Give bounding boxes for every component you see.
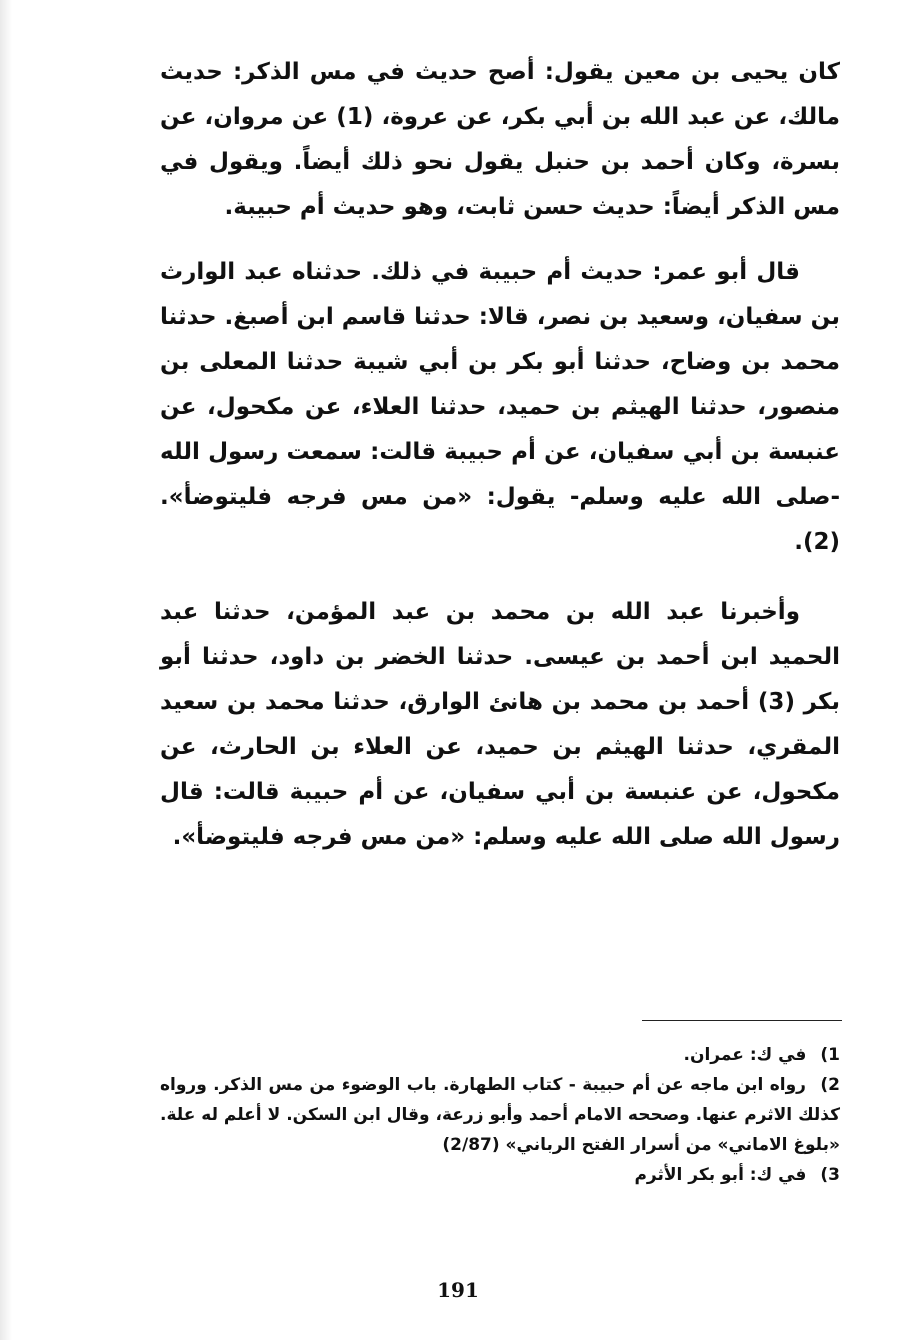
footnote-1 — [160, 1040, 840, 1070]
paragraph-3: وأخبرنا عبد الله بن محمد بن عبد المؤمن، حدثنا عبد الحميد ابن أحمد بن عيسى. حدثنا الخضر بن داود، حدثنا أبو بكر (3) أحمد بن محمد بن هانئ الوارق، حدثنا محمد بن سعيد المقري، حدثنا الهيثم بن حميد، عن العلاء بن الحارث، عن مكحول، عن عنبسة بن أبي سفيان، عن أم حبيبة قالت: قال رسول الله صلى الله عليه وسلم: «من مس فرجه فليتوضأ». — [160, 599, 840, 850]
page-number: 191 — [437, 1278, 479, 1302]
footnote-number: 2) — [820, 1075, 840, 1095]
paragraph-1: كان يحيى بن معين يقول: أصح حديث في مس الذكر: حديث مالك، عن عبد الله بن أبي بكر، عن عروة، (1) عن مروان، عن بسرة، وكان أحمد بن حنبل يقول نحو ذلك أيضاً. ويقول في مس الذكر أيضاً: حديث حسن ثابت، وهو حديث أم حبيبة. — [160, 59, 840, 220]
scan-shadow — [0, 0, 12, 1340]
footnote-number: 1) — [820, 1045, 840, 1065]
footnote-number: 3) — [820, 1165, 840, 1185]
footnote-text: رواه ابن ماجه عن أم حبيبة - كتاب الطهارة. باب الوضوء من مس الذكر. ورواه كذلك الاثرم عنها. وصححه الامام أحمد وأبو زرعة، وقال ابن السكن. لا أعلم له علة. «بلوغ الاماني» من أسرار الفتح الرباني» (2/87) — [160, 1075, 840, 1155]
footnote-3 — [160, 1160, 840, 1190]
footnotes — [160, 1040, 840, 1190]
footnote-2 — [160, 1070, 840, 1160]
footnote-text: في ك: عمران. — [683, 1045, 807, 1065]
paragraph-2: قال أبو عمر: حديث أم حبيبة في ذلك. حدثناه عبد الوارث بن سفيان، وسعيد بن نصر، قالا: حدثنا قاسم ابن أصبغ. حدثنا محمد بن وضاح، حدثنا أبو بكر بن أبي شيبة حدثنا المعلى بن منصور، حدثنا الهيثم بن حميد، حدثنا العلاء، عن مكحول، عن عنبسة بن أبي سفيان، عن أم حبيبة قالت: سمعت رسول الله -صلى الله عليه وسلم- يقول: «من مس فرجه فليتوضأ». (2). — [160, 259, 840, 555]
footnote-separator — [642, 1020, 842, 1021]
footnote-text: في ك: أبو بكر الأثرم — [634, 1165, 807, 1185]
